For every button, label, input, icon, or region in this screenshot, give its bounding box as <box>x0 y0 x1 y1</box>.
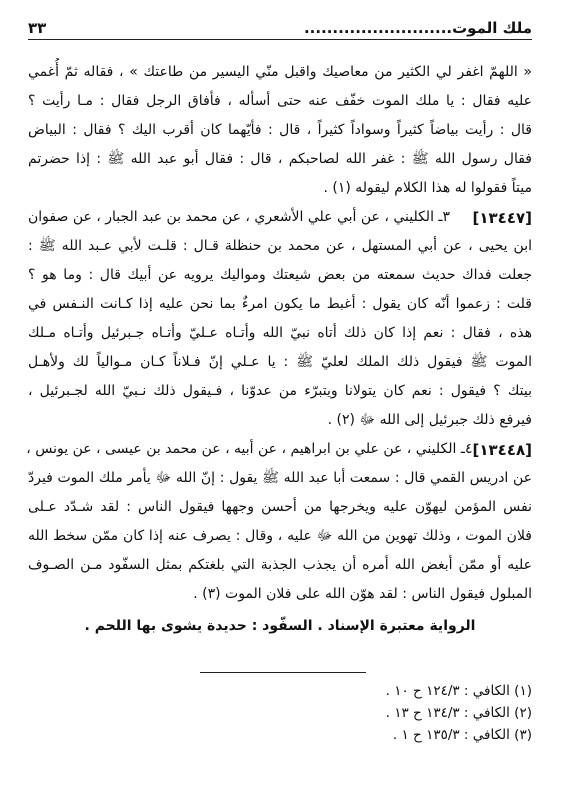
text-line: قال : رأيت بياضاً كثيراً وسواداً كثيراً ، قال : فأيّهما كان أقرب اليك ؟ فقال : البياض <box>28 122 532 138</box>
hadith-number: [١٣٤٤٧] <box>472 208 532 227</box>
footnote: (٣) الكافي : ١٣٥/٣ ح ١ . <box>392 727 532 743</box>
text-line: الموت ﷺ فيقول ذلك الملك لعليّ ﷺ : يا عـلي إنّ فـلاناً كـان مـوالياً لك ولأهـل <box>28 354 532 370</box>
hadith-13447 <box>28 203 532 435</box>
page-header <box>28 6 532 40</box>
hadith-heading-line <box>28 203 532 232</box>
text-line: فلان الموت ، وذلك تهوين من الله ﷻ عليه ، وقال : يصرف عنه إذا كان ممّن سخط الله <box>28 528 532 544</box>
footnote: (١) الكافي : ١٢٤/٣ ح ١٠ . <box>385 683 532 699</box>
text-line: ابن يحيى ، عن أبي المستهل ، عن محمد بن حنظلة قـال : قلـت لأبي عـبد الله ﷺ : <box>28 238 532 254</box>
text-line: فيرفع ذلك جبرئيل إلى الله ﷻ (٢) . <box>327 412 532 428</box>
text-line: ٣ـ الكليني ، عن أبي علي الأشعري ، عن محمد بن عبد الجبار ، عن صفوان <box>28 209 451 225</box>
text-line: عن ادريس القمي قال : سمعت أبا عبد الله ﷺ يقول : إنّ الله ﷻ يأمر ملك الموت فيردّ <box>28 470 532 486</box>
text-line: « اللهمّ اغفر لي الكثير من معاصيك واقبل منّي اليسير من طاعتك » ، فقاله ثمّ أُغمي <box>28 64 532 80</box>
text-line: نفس المؤمن ليهوّن عليه ويخرجها من أحسن وجهها فيقول الناس : لقد شـدّد عـلى <box>28 499 532 515</box>
chain-note: الرواية معتبرة الإسناد . السفّود : حديدة يشوى بها اللحم . <box>84 618 476 634</box>
text-line: جعلت فداك حديث سمعته من بعض شيعتك ومواليك يرويه عن أبيك قال : وما هو ؟ <box>28 267 532 283</box>
hadith-number: [١٣٤٤٨] <box>472 440 532 459</box>
text-line: قلت : زعموا أنّه كان يقول : أغبط ما يكون امرءٌ بما نحن عليه إذا كـانت النـفس في <box>28 296 532 312</box>
text-line: بيتك ؟ فيقول : نعم كان يتولانا ويتبرّء من عدوّنا ، فـيقول ذلك نـبيّ الله لجـبرئيل ، <box>28 383 532 399</box>
text-line: فقال رسول الله ﷺ : غفر الله لصاحبكم ، قال : فقال أبو عبد الله ﷺ : إذا حضرتم <box>28 151 532 167</box>
page-number: ٣٣ <box>28 19 47 37</box>
footnote-separator <box>200 672 366 673</box>
text-line: عليه فقال : يا ملك الموت خفّف عنه حتى أسأله ، فأفاق الرجل فقال : مـا رأيت ؟ <box>28 93 532 109</box>
text-line: هذه ، فقال : نعم إذا كان ذلك أتاه نبيّ الله وأتـاه عـليّ وأتـاه جـبرئيل وأتـاه مـلك <box>28 325 532 341</box>
text-line: عليه أو ممّن أبغض الله أمره أن يجذب الجذبة التي بلغتكم بمثل السفّود مـن الصـوف <box>28 557 532 573</box>
hadith-heading-line <box>28 435 532 464</box>
text-line: المبلول فيقول الناس : لقد هوّن الله على فلان الموت (٣) . <box>193 586 532 602</box>
text-line: ميتاً فقولوا له هذا الكلام ليقوله (١) . <box>323 180 532 196</box>
paragraph-1 <box>28 58 532 203</box>
running-head: ملك الموت.......................... <box>303 19 532 37</box>
hadith-13448 <box>28 435 532 609</box>
text-line: ٤ـ الكليني ، عن علي بن ابراهيم ، عن أبيه ، عن محمد بن عيسى ، عن يونس ، <box>26 441 473 457</box>
page-body <box>28 58 532 637</box>
footnotes <box>386 680 532 746</box>
footnote: (٢) الكافي : ١٣٤/٣ ح ١٣ . <box>385 705 532 721</box>
